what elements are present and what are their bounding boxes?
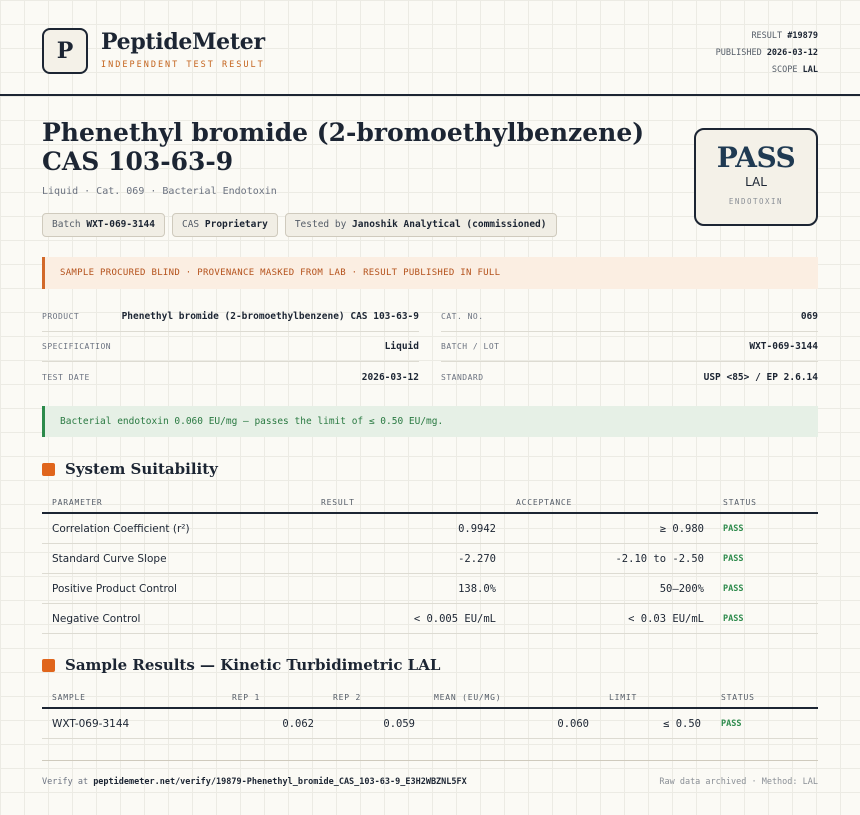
table-header: PARAMETER RESULT ACCEPTANCE STATUS (42, 492, 818, 514)
section-system-suitability: System Suitability (42, 460, 218, 478)
logo: P (42, 28, 88, 74)
verdict-stamp (694, 128, 818, 226)
detail-test-date: TEST DATE 2026-03-12 (42, 371, 419, 383)
status-badge: PASS (723, 524, 744, 534)
detail-cat-no: CAT. NO. 069 (441, 302, 818, 332)
chip-batch: Batch WXT-069-3144 (42, 213, 165, 237)
section-sample-results: Sample Results — Kinetic Turbidimetric LAL (42, 656, 440, 674)
meta-published: PUBLISHED 2026-03-12 (715, 48, 818, 58)
verdict-scope: ENDOTOXIN (728, 197, 784, 206)
detail-product: PRODUCT Phenethyl bromide (2-bromoethylbenzene) CAS 103-63-9 (42, 302, 419, 332)
sample-results-table (42, 687, 818, 739)
chip-cas: CAS Proprietary (172, 213, 278, 237)
status-badge: PASS (723, 614, 744, 624)
table-row: Standard Curve Slope -2.270 -2.10 to -2.50 PASS (42, 544, 818, 574)
chip-tested-by: Tested by Janoshik Analytical (commissioned) (285, 213, 557, 237)
table-row: Negative Control < 0.005 EU/mL < 0.03 EU/mL PASS (42, 604, 818, 634)
verdict-word: PASS (716, 141, 796, 174)
table-row: Positive Product Control 138.0% 50–200% PASS (42, 574, 818, 604)
section-marker-icon (42, 463, 55, 476)
table-row: Correlation Coefficient (r²) 0.9942 ≥ 0.980 PASS (42, 514, 818, 544)
status-badge: PASS (723, 554, 744, 564)
meta-result: RESULT #19879 (751, 31, 818, 41)
report-header (0, 0, 860, 96)
detail-specification: SPECIFICATION Liquid (42, 332, 419, 362)
info-chips (42, 213, 557, 237)
status-badge: PASS (721, 719, 742, 729)
product-title: Phenethyl bromide (2-bromoethylbenzene) CAS 103-63-9 (42, 118, 645, 176)
blind-notice: SAMPLE PROCURED BLIND · PROVENANCE MASKED FROM LAB · RESULT PUBLISHED IN FULL (42, 257, 818, 289)
result-meta (716, 28, 818, 79)
product-subline: Liquid · Cat. 069 · Bacterial Endotoxin (42, 186, 277, 197)
archive-note: Raw data archived · Method: LAL (659, 777, 818, 787)
table-row: WXT-069-3144 0.062 0.059 0.060 ≤ 0.50 PASS (42, 709, 818, 739)
verify-link[interactable]: peptidemeter.net/verify/19879-Phenethyl_bromide_CAS_103-63-9_E3H2WBZNL5FX (93, 777, 467, 787)
meta-scope: SCOPE LAL (771, 65, 818, 75)
detail-standard: STANDARD USP <85> / EP 2.6.14 (441, 371, 818, 383)
result-banner: Bacterial endotoxin 0.060 EU/mg — passes the limit of ≤ 0.50 EU/mg. (42, 406, 818, 437)
table-header: SAMPLE REP 1 REP 2 MEAN (EU/MG) LIMIT STATUS (42, 687, 818, 709)
suitability-table (42, 492, 818, 634)
brand-subtitle: INDEPENDENT TEST RESULT (101, 60, 265, 70)
verdict-method: LAL (745, 175, 767, 189)
detail-batch-lot: BATCH / LOT WXT-069-3144 (441, 332, 818, 362)
brand-name: PeptideMeter (101, 29, 265, 55)
report-footer (42, 760, 818, 804)
section-marker-icon (42, 659, 55, 672)
status-badge: PASS (723, 584, 744, 594)
verify-line: Verify at peptidemeter.net/verify/19879-Phenethyl_bromide_CAS_103-63-9_E3H2WBZNL5FX (42, 777, 467, 787)
